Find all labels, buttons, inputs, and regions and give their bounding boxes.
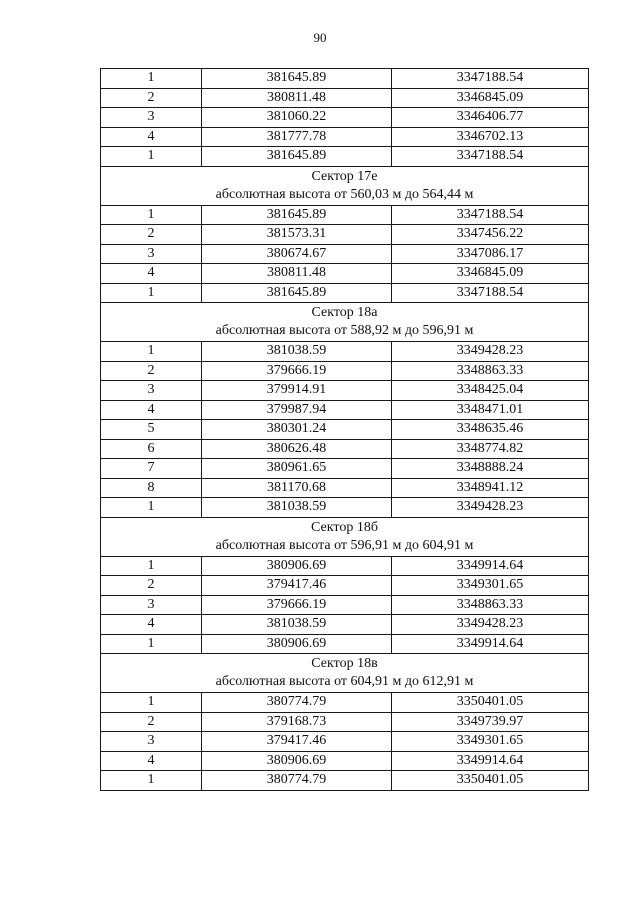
y-coordinate-cell: 3347456.22 — [392, 225, 589, 245]
y-coordinate-cell: 3347188.54 — [392, 147, 589, 167]
sector-title: Сектор 17е — [311, 168, 378, 184]
x-coordinate-cell: 380674.67 — [202, 244, 392, 264]
sector-header-cell — [101, 654, 589, 693]
point-number-cell: 5 — [101, 420, 202, 440]
point-number-cell: 3 — [101, 244, 202, 264]
y-coordinate-cell: 3349301.65 — [392, 732, 589, 752]
sector-title: Сектор 18б — [311, 519, 378, 535]
table-row — [101, 439, 589, 459]
table-row — [101, 751, 589, 771]
point-number-cell: 1 — [101, 205, 202, 225]
table-row — [101, 108, 589, 128]
point-number-cell: 7 — [101, 459, 202, 479]
table-row — [101, 361, 589, 381]
point-number-cell: 8 — [101, 478, 202, 498]
y-coordinate-cell: 3349739.97 — [392, 712, 589, 732]
y-coordinate-cell: 3348425.04 — [392, 381, 589, 401]
point-number-cell: 4 — [101, 400, 202, 420]
x-coordinate-cell: 379417.46 — [202, 732, 392, 752]
sector-header-cell — [101, 166, 589, 205]
x-coordinate-cell: 380961.65 — [202, 459, 392, 479]
x-coordinate-cell: 381573.31 — [202, 225, 392, 245]
y-coordinate-cell: 3346406.77 — [392, 108, 589, 128]
table-row — [101, 127, 589, 147]
sector-title: Сектор 18в — [311, 656, 378, 671]
x-coordinate-cell: 379168.73 — [202, 712, 392, 732]
point-number-cell: 6 — [101, 439, 202, 459]
coordinates-table-body — [101, 69, 589, 791]
sector-header-cell — [101, 517, 589, 556]
x-coordinate-cell: 381645.89 — [202, 205, 392, 225]
x-coordinate-cell: 380811.48 — [202, 88, 392, 108]
table-row — [101, 147, 589, 167]
table-row — [101, 576, 589, 596]
point-number-cell: 3 — [101, 381, 202, 401]
y-coordinate-cell: 3346845.09 — [392, 88, 589, 108]
x-coordinate-cell: 380774.79 — [202, 771, 392, 791]
x-coordinate-cell: 381038.59 — [202, 615, 392, 635]
table-row — [101, 264, 589, 284]
table-row — [101, 283, 589, 303]
table-row — [101, 381, 589, 401]
y-coordinate-cell: 3346845.09 — [392, 264, 589, 284]
x-coordinate-cell: 381645.89 — [202, 69, 392, 89]
table-row — [101, 342, 589, 362]
table-row — [101, 459, 589, 479]
sector-altitude-range: абсолютная высота от 560,03 м до 564,44 м — [215, 186, 474, 202]
y-coordinate-cell: 3349428.23 — [392, 615, 589, 635]
point-number-cell: 1 — [101, 342, 202, 362]
x-coordinate-cell: 381038.59 — [202, 342, 392, 362]
point-number-cell: 2 — [101, 225, 202, 245]
table-row — [101, 400, 589, 420]
y-coordinate-cell: 3350401.05 — [392, 771, 589, 791]
x-coordinate-cell: 381645.89 — [202, 147, 392, 167]
x-coordinate-cell: 380906.69 — [202, 634, 392, 654]
y-coordinate-cell: 3348635.46 — [392, 420, 589, 440]
sector-header-cell — [101, 303, 589, 342]
table-row — [101, 244, 589, 264]
point-number-cell: 1 — [101, 771, 202, 791]
y-coordinate-cell: 3347086.17 — [392, 244, 589, 264]
x-coordinate-cell: 381645.89 — [202, 283, 392, 303]
y-coordinate-cell: 3347188.54 — [392, 69, 589, 89]
table-row — [101, 225, 589, 245]
y-coordinate-cell: 3346702.13 — [392, 127, 589, 147]
sector-header-row — [101, 517, 589, 556]
sector-header-row — [101, 654, 589, 693]
point-number-cell: 1 — [101, 498, 202, 518]
point-number-cell: 4 — [101, 751, 202, 771]
table-row — [101, 693, 589, 713]
table-row — [101, 88, 589, 108]
point-number-cell: 2 — [101, 88, 202, 108]
point-number-cell: 1 — [101, 283, 202, 303]
x-coordinate-cell: 380906.69 — [202, 556, 392, 576]
y-coordinate-cell: 3348863.33 — [392, 361, 589, 381]
point-number-cell: 3 — [101, 108, 202, 128]
table-row — [101, 595, 589, 615]
table-row — [101, 205, 589, 225]
y-coordinate-cell: 3348941.12 — [392, 478, 589, 498]
point-number-cell: 1 — [101, 693, 202, 713]
point-number-cell: 1 — [101, 634, 202, 654]
x-coordinate-cell: 380811.48 — [202, 264, 392, 284]
x-coordinate-cell: 379666.19 — [202, 595, 392, 615]
y-coordinate-cell: 3347188.54 — [392, 205, 589, 225]
y-coordinate-cell: 3349914.64 — [392, 634, 589, 654]
sector-altitude-range: абсолютная высота от 604,91 м до 612,91 м — [215, 674, 474, 689]
x-coordinate-cell: 379417.46 — [202, 576, 392, 596]
x-coordinate-cell: 380774.79 — [202, 693, 392, 713]
y-coordinate-cell: 3349428.23 — [392, 498, 589, 518]
point-number-cell: 2 — [101, 361, 202, 381]
table-row — [101, 69, 589, 89]
point-number-cell: 2 — [101, 712, 202, 732]
x-coordinate-cell: 381038.59 — [202, 498, 392, 518]
x-coordinate-cell: 379914.91 — [202, 381, 392, 401]
sector-header-row — [101, 166, 589, 205]
x-coordinate-cell: 379987.94 — [202, 400, 392, 420]
point-number-cell: 4 — [101, 615, 202, 635]
y-coordinate-cell: 3348774.82 — [392, 439, 589, 459]
y-coordinate-cell: 3349914.64 — [392, 751, 589, 771]
y-coordinate-cell: 3348888.24 — [392, 459, 589, 479]
point-number-cell: 4 — [101, 264, 202, 284]
y-coordinate-cell: 3348471.01 — [392, 400, 589, 420]
page-number: 90 — [313, 30, 327, 45]
y-coordinate-cell: 3349914.64 — [392, 556, 589, 576]
table-row — [101, 634, 589, 654]
sector-altitude-range: абсолютная высота от 588,92 м до 596,91 м — [215, 323, 474, 338]
table-row — [101, 498, 589, 518]
table-row — [101, 556, 589, 576]
x-coordinate-cell: 381170.68 — [202, 478, 392, 498]
table-row — [101, 615, 589, 635]
point-number-cell: 1 — [101, 556, 202, 576]
y-coordinate-cell: 3349301.65 — [392, 576, 589, 596]
x-coordinate-cell: 379666.19 — [202, 361, 392, 381]
point-number-cell: 4 — [101, 127, 202, 147]
table-row — [101, 771, 589, 791]
x-coordinate-cell: 380626.48 — [202, 439, 392, 459]
point-number-cell: 2 — [101, 576, 202, 596]
x-coordinate-cell: 380906.69 — [202, 751, 392, 771]
table-row — [101, 420, 589, 440]
point-number-cell: 3 — [101, 732, 202, 752]
x-coordinate-cell: 381777.78 — [202, 127, 392, 147]
table-row — [101, 712, 589, 732]
coordinates-table — [100, 68, 589, 791]
x-coordinate-cell: 381060.22 — [202, 108, 392, 128]
table-row — [101, 478, 589, 498]
sector-header-row — [101, 303, 589, 342]
y-coordinate-cell: 3347188.54 — [392, 283, 589, 303]
sector-altitude-range: абсолютная высота от 596,91 м до 604,91 м — [215, 537, 474, 553]
y-coordinate-cell: 3350401.05 — [392, 693, 589, 713]
y-coordinate-cell: 3349428.23 — [392, 342, 589, 362]
x-coordinate-cell: 380301.24 — [202, 420, 392, 440]
point-number-cell: 3 — [101, 595, 202, 615]
point-number-cell: 1 — [101, 147, 202, 167]
point-number-cell: 1 — [101, 69, 202, 89]
y-coordinate-cell: 3348863.33 — [392, 595, 589, 615]
sector-title: Сектор 18а — [311, 305, 378, 320]
table-row — [101, 732, 589, 752]
